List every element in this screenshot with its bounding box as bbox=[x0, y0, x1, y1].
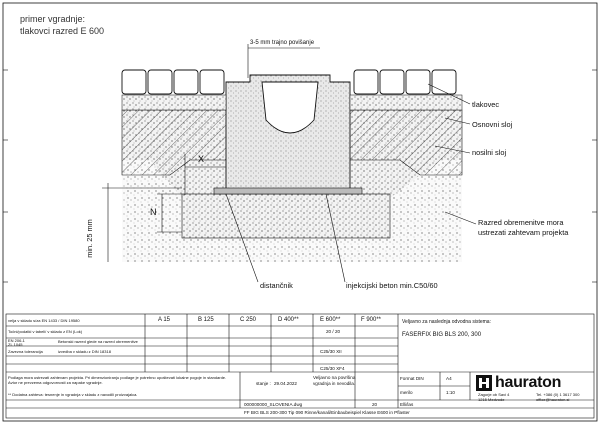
note-row-2: Točni/podatki v tabeli/ v skladu z EN (Lok) bbox=[8, 329, 83, 334]
approved-title: Veljavno za naslednja odvodna sistema: bbox=[402, 319, 491, 325]
paver bbox=[432, 70, 456, 94]
header-line-1: primer vgradnje: bbox=[20, 14, 86, 24]
label-base-layer: Osnovni sloj bbox=[472, 120, 513, 129]
sheet-number: 20 bbox=[372, 402, 378, 407]
dim-n: N bbox=[150, 207, 157, 217]
label-subgrade-1: Razred obremenitve mora bbox=[478, 218, 564, 227]
note-row-4: Zavezna tolerancija bbox=[8, 349, 43, 354]
paver bbox=[406, 70, 430, 94]
company-phone: Tel. +386 (0) 1 3617 300 bbox=[536, 392, 580, 397]
cell-e600-dim: 20 / 20 bbox=[326, 329, 341, 334]
cell-e600-concrete-2: C25/30 XF4 bbox=[320, 366, 345, 371]
grout-bed bbox=[182, 194, 390, 238]
scale-value: 1:10 bbox=[446, 390, 455, 395]
paver bbox=[122, 70, 146, 94]
validity-line-2: vgradnja in nevodila. bbox=[313, 381, 356, 386]
header-line-2: tlakovci razred E 600 bbox=[20, 26, 105, 36]
author: Elli/las bbox=[400, 402, 414, 407]
paver bbox=[148, 70, 172, 94]
label-pavers: tlakovec bbox=[472, 100, 500, 109]
paver bbox=[380, 70, 404, 94]
class-d400: D 400** bbox=[278, 317, 299, 323]
scale-label: merilo bbox=[400, 390, 413, 395]
note-row-3a: EN 206-1 bbox=[8, 338, 25, 343]
logo-mark-icon bbox=[476, 375, 492, 391]
footer-note: Podlaga mora ustrezati zahtevam projekta. Pri dimenzioniranju podlage je potrebno upoštevati lokalne pogoje in standarde. Avtor ne prevzema odgovornosti za napake vgradnje. bbox=[8, 375, 227, 385]
address-line-1: Zagorje ob Savi 4 bbox=[478, 392, 510, 397]
validity-line-1: Veljavno na površina bbox=[313, 375, 356, 380]
footer-note-2: ** Dodatna zahteva: tesnenje in vgradnja v skladu z navodili proizvajalca. bbox=[8, 392, 138, 397]
note-row-3b: ZL 1045 bbox=[8, 342, 23, 347]
brand-name: hauraton bbox=[495, 374, 562, 391]
paver bbox=[200, 70, 224, 94]
label-bearing-layer: nosilni sloj bbox=[472, 148, 507, 157]
drawing-caption: FF BIG BLS 200-300 Tip 090 Rinne/kanali/Einbaubeispiel Klasse E600 in Pflaster bbox=[244, 410, 410, 415]
label-spacer: distančnik bbox=[260, 281, 293, 290]
state-date: 29.04.2022 bbox=[274, 381, 297, 386]
class-c250: C 250 bbox=[240, 317, 257, 323]
label-subgrade-2: ustrezati zahtevam projekta bbox=[478, 228, 569, 237]
class-b125: B 125 bbox=[198, 317, 214, 323]
paver bbox=[354, 70, 378, 94]
gap-note: 3-5 mm trajno povišanje bbox=[250, 40, 315, 46]
company-email: office@hauraton.si bbox=[536, 397, 570, 402]
bedding-sand bbox=[350, 95, 462, 110]
approved-value: FASERFIX BIG BLS 200, 300 bbox=[402, 332, 482, 338]
state-label: stanje : bbox=[256, 381, 271, 386]
dim-x: X bbox=[198, 154, 205, 164]
format-label: Format DIN bbox=[400, 376, 424, 381]
format-value: A4 bbox=[446, 376, 452, 381]
hauraton-logo bbox=[476, 374, 561, 392]
dim-min: min. 25 mm bbox=[84, 219, 94, 258]
spacer-strip bbox=[214, 188, 362, 194]
class-f900: F 900** bbox=[361, 317, 382, 323]
note-row-5: Betonski razred glede na razred obremenitve bbox=[58, 339, 138, 344]
class-a15: A 15 bbox=[158, 317, 171, 323]
paver bbox=[174, 70, 198, 94]
note-row-1: velja v skladu s/za EN 1433 / DIN 19580 bbox=[8, 318, 80, 323]
class-e600: E 600** bbox=[320, 317, 341, 323]
cell-e600-concrete: C25/30 XII bbox=[320, 349, 342, 354]
bedding-sand bbox=[122, 95, 226, 110]
note-row-6: izvedba v skladu z DIN 18318 bbox=[58, 349, 111, 354]
label-grout: injekcijski beton min.C50/60 bbox=[346, 281, 438, 290]
address-line-2: 1215 Medvode bbox=[478, 397, 505, 402]
drawing-number: 000000000_SLOVENIA.dwg bbox=[244, 402, 303, 407]
